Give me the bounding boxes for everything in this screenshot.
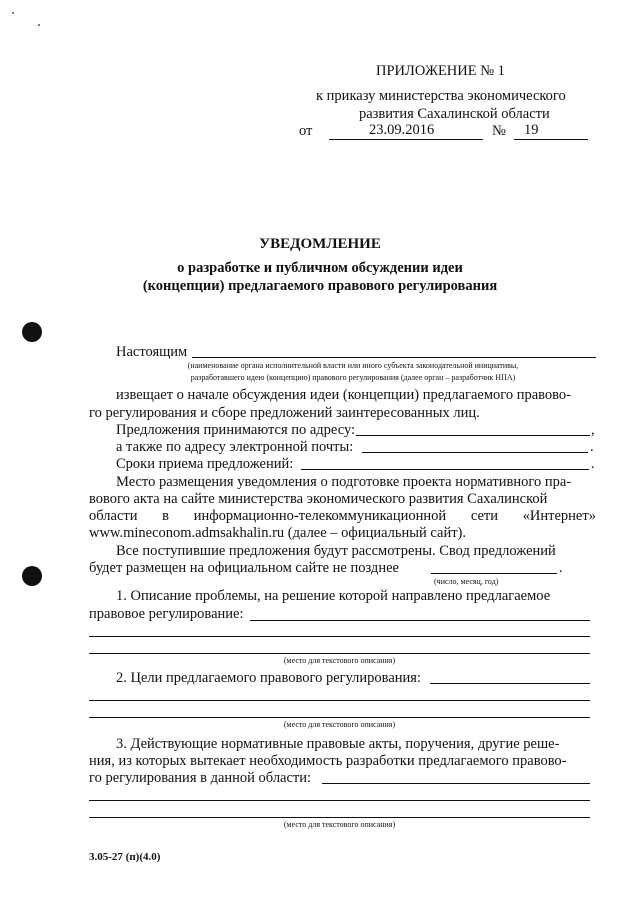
org-note-1: (наименование органа исполнительной власти или иного субъекта законодательной инициативы, — [187, 361, 519, 370]
terms-label: Сроки приема предложений: — [116, 456, 294, 472]
order-line-1: к приказу министерства экономического — [316, 88, 566, 104]
p2-word: «Интернет» — [522, 508, 596, 524]
date-underline — [329, 139, 483, 140]
org-note-2: разработавшего идею (концепцию) правового регулирования (далее орган – разработчик НПА) — [190, 373, 516, 382]
scan-speck — [12, 12, 14, 14]
deadline-date-field[interactable] — [431, 573, 557, 574]
paragraph-2-line-2: вового акта на сайте министерства экономического развития Сахалинской — [89, 491, 548, 507]
section-3-line-1: 3. Действующие нормативные правовые акты, поручения, другие реше- — [116, 736, 560, 752]
section-3-line-2: ния, из которых вытекает необходимость разработки предлагаемого правово- — [89, 753, 567, 769]
section-1-line-1: 1. Описание проблемы, на решение которой направлено предлагаемое — [116, 588, 551, 604]
address-end: , — [591, 422, 595, 438]
section-1-field-2[interactable] — [89, 636, 590, 637]
section-1-line-2: правовое регулирование: — [89, 606, 244, 622]
paragraph-3-line-2: будет размещен на официальном сайте не позднее — [89, 560, 399, 576]
number-underline — [514, 139, 588, 140]
order-date: 23.09.2016 — [369, 122, 435, 138]
paragraph-2-line-1: Место размещения уведомления о подготовке проекта нормативного пра- — [116, 474, 572, 490]
address-label: Предложения принимаются по адресу: — [116, 422, 356, 438]
form-code: 3.05-27 (п)(4.0) — [89, 851, 161, 863]
paragraph-3-line-1: Все поступившие предложения будут рассмотрены. Свод предложений — [116, 543, 556, 559]
org-name-field[interactable] — [192, 357, 596, 358]
paragraph-1-line-1: извещает о начале обсуждения идеи (концепции) предлагаемого правово- — [116, 387, 571, 403]
paragraph-2-line-3 — [89, 507, 596, 525]
section-1-field-3[interactable] — [89, 653, 590, 654]
paragraph-2-line-4: www.mineconom.admsakhalin.ru (далее – официальный сайт). — [89, 525, 466, 541]
terms-end: . — [591, 456, 595, 472]
section-3-place-note: (место для текстового описания) — [283, 820, 396, 829]
paragraph-3-end: . — [559, 560, 563, 576]
section-1-field-1[interactable] — [250, 620, 590, 621]
section-3-field-1[interactable] — [322, 783, 590, 784]
p2-word: в — [162, 508, 170, 524]
section-2-field-1[interactable] — [430, 683, 590, 684]
terms-field[interactable] — [301, 469, 589, 470]
number-prefix: № — [492, 123, 506, 139]
order-number: 19 — [524, 122, 539, 138]
notice-subtitle-1: о разработке и публичном обсуждении идеи — [177, 260, 463, 276]
address-field[interactable] — [356, 435, 590, 436]
notice-title: УВЕДОМЛЕНИЕ — [259, 236, 381, 252]
email-label: а также по адресу электронной почты: — [116, 439, 354, 455]
date-note: (число, месяц, год) — [434, 577, 499, 586]
section-3-field-3[interactable] — [89, 817, 590, 818]
appendix-title: ПРИЛОЖЕНИЕ № 1 — [376, 63, 505, 79]
email-field[interactable] — [362, 452, 588, 453]
section-2-field-2[interactable] — [89, 700, 590, 701]
section-2-place-note: (место для текстового описания) — [283, 720, 396, 729]
section-2-line-1: 2. Цели предлагаемого правового регулирования: — [116, 670, 421, 686]
punch-hole-bottom — [22, 566, 42, 586]
p2-word: сети — [470, 508, 498, 524]
section-3-line-3: го регулирования в данной области: — [89, 770, 312, 786]
email-end: . — [590, 439, 594, 455]
p2-word: информационно-телекоммуникационной — [193, 508, 447, 524]
order-line-2: развития Сахалинской области — [359, 106, 550, 122]
date-prefix: от — [299, 123, 313, 139]
section-1-place-note: (место для текстового описания) — [283, 656, 396, 665]
scan-speck — [38, 24, 40, 26]
paragraph-1-line-2: го регулирования и сборе предложений заинтересованных лиц. — [89, 405, 480, 421]
hereby-label: Настоящим — [116, 344, 188, 360]
section-2-field-3[interactable] — [89, 717, 590, 718]
notice-subtitle-2: (концепции) предлагаемого правового регулирования — [142, 278, 498, 294]
punch-hole-top — [22, 322, 42, 342]
section-3-field-2[interactable] — [89, 800, 590, 801]
p2-word: области — [89, 508, 138, 524]
